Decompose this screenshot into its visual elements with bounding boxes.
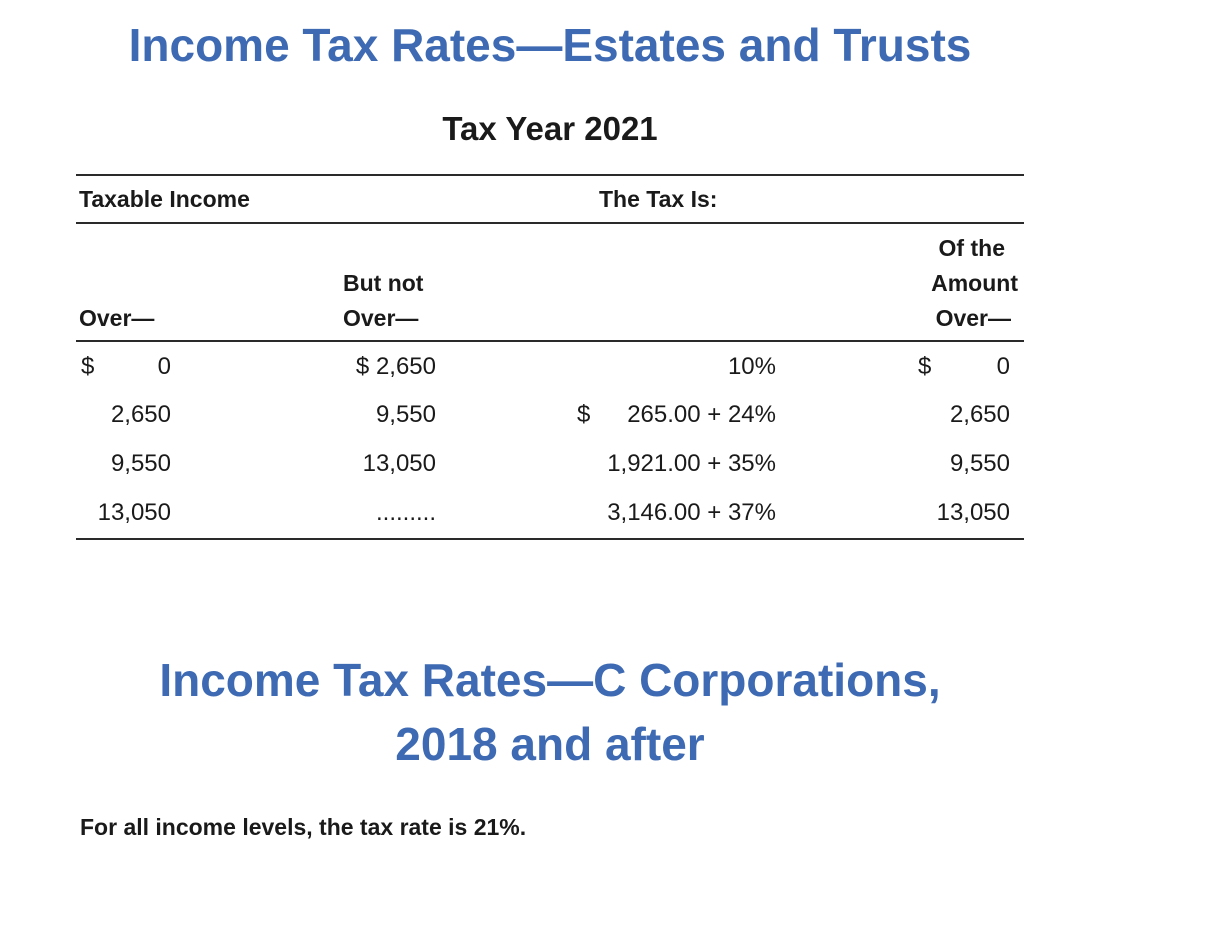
- table-top-rule: [76, 174, 1024, 176]
- over-dollar-sign: $: [81, 353, 95, 380]
- tax-value: 1,921.00 + 35%: [607, 450, 776, 477]
- but-not-over-value: 9,550: [375, 401, 436, 428]
- but-not-over-line-1: But not: [343, 270, 424, 296]
- over-value: 0: [157, 353, 171, 380]
- of-amount-line-1: Of the: [938, 235, 1005, 261]
- header-taxable-income: Taxable Income: [79, 186, 250, 212]
- header-tax-is: The Tax Is:: [599, 186, 718, 212]
- over-value: 13,050: [97, 499, 171, 526]
- header-divider-rule: [76, 222, 1024, 224]
- but-not-over-value: $ 2,650: [355, 353, 436, 380]
- of-amount-dollar-sign: $: [918, 353, 932, 380]
- estates-title: Income Tax Rates—Estates and Trusts: [128, 19, 972, 71]
- tax-value: 3,146.00 + 37%: [607, 499, 776, 526]
- column-header-over: Over—: [79, 305, 155, 331]
- corporations-title-line-1: Income Tax Rates—C Corporations,: [159, 654, 941, 706]
- over-value: 9,550: [110, 450, 171, 477]
- corporations-title: [0, 648, 1100, 776]
- tax-year-subtitle: Tax Year 2021: [442, 110, 658, 147]
- but-not-over-value: .........: [375, 499, 436, 526]
- table-bottom-rule: [76, 538, 1024, 540]
- of-amount-line-2: Amount: [931, 270, 1018, 296]
- tax-value: 10%: [727, 353, 776, 380]
- of-amount-line-3: Over—: [935, 305, 1011, 331]
- of-amount-value: 9,550: [949, 450, 1010, 477]
- corporations-title-line-2: 2018 and after: [395, 718, 705, 770]
- but-not-over-line-2: Over—: [343, 305, 419, 331]
- over-value: 2,650: [110, 401, 171, 428]
- column-header-rule: [76, 340, 1024, 342]
- of-amount-value: 2,650: [949, 401, 1010, 428]
- of-amount-value: 13,050: [936, 499, 1010, 526]
- corporations-rate-note: For all income levels, the tax rate is 21%.: [80, 814, 527, 840]
- but-not-over-value: 13,050: [362, 450, 436, 477]
- of-amount-value: 0: [996, 353, 1010, 380]
- tax-value: 265.00 + 24%: [627, 401, 776, 428]
- tax-dollar-sign: $: [577, 401, 591, 428]
